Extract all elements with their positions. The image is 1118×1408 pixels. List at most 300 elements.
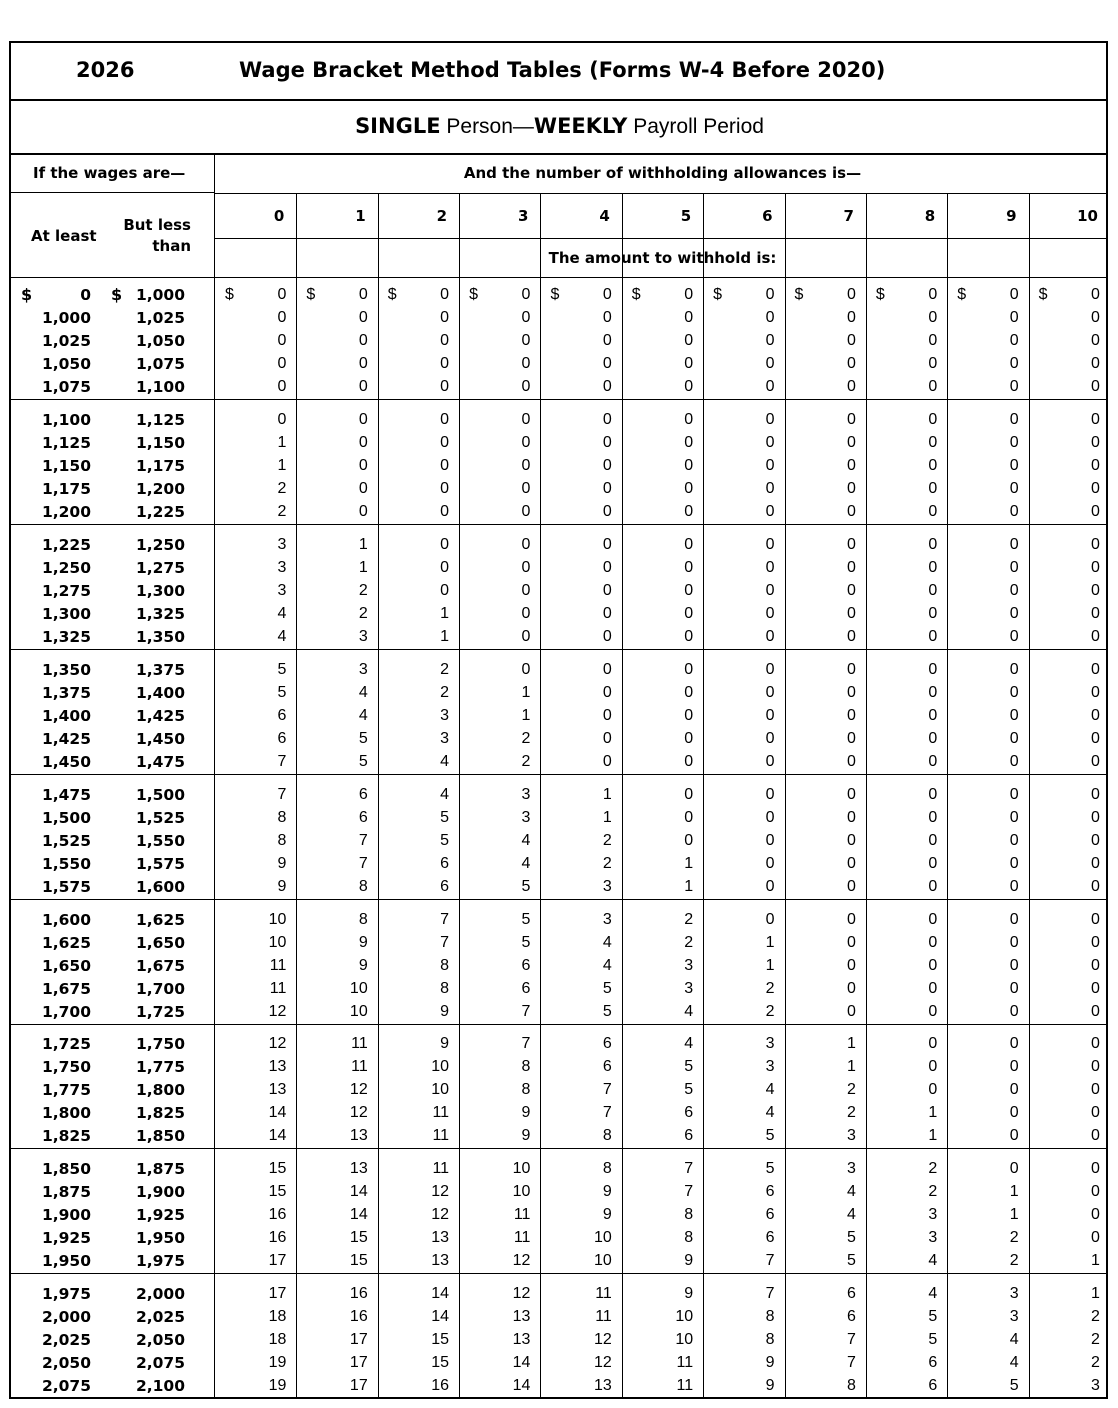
withholding-amount: 0 bbox=[1091, 378, 1100, 396]
withholding-amount: 15 bbox=[431, 1331, 450, 1349]
withholding-amount: 15 bbox=[268, 1160, 287, 1177]
withholding-amount: 5 bbox=[1009, 1377, 1019, 1395]
withholding-amount: 8 bbox=[521, 1058, 531, 1076]
withholding-amount: 3 bbox=[358, 661, 368, 678]
block-divider bbox=[11, 649, 1106, 650]
withholding-amount: 0 bbox=[846, 957, 856, 975]
withholding-amount: 0 bbox=[521, 628, 531, 646]
withholding-amount: 1 bbox=[765, 957, 775, 975]
withholding-amount: 15 bbox=[349, 1252, 368, 1270]
withholding-amount: 0 bbox=[846, 661, 856, 678]
withholding-amount: 0 bbox=[1091, 434, 1100, 452]
wage-at-least: 1,275 bbox=[41, 582, 91, 601]
withholding-amount: 5 bbox=[440, 832, 450, 850]
withholding-amount: 16 bbox=[349, 1285, 368, 1302]
wage-but-less-than: 1,625 bbox=[135, 911, 185, 929]
withholding-amount: 12 bbox=[512, 1252, 531, 1270]
withholding-amount: 0 bbox=[358, 309, 368, 327]
withholding-amount: 0 bbox=[602, 536, 612, 553]
withholding-amount: 0 bbox=[521, 378, 531, 396]
withholding-amount: 0 bbox=[358, 355, 368, 373]
withholding-amount: 12 bbox=[268, 1003, 287, 1021]
withholding-amount: 0 bbox=[1091, 1183, 1100, 1201]
allowance-column-header: 10 bbox=[1077, 207, 1098, 225]
allowance-column-header: 9 bbox=[1006, 207, 1017, 225]
withholding-amount: 0 bbox=[846, 753, 856, 771]
withholding-amount: 0 bbox=[765, 457, 775, 475]
withholding-amount: 7 bbox=[846, 1331, 856, 1349]
withholding-amount: 8 bbox=[358, 878, 368, 896]
wage-but-less-than: 1,450 bbox=[135, 730, 185, 749]
withholding-amount: 5 bbox=[358, 753, 368, 771]
wage-at-least: 1,900 bbox=[41, 1206, 91, 1225]
withholding-amount: 8 bbox=[277, 832, 287, 850]
withholding-amount: 3 bbox=[277, 536, 287, 553]
wage-at-least: 1,975 bbox=[41, 1285, 91, 1303]
withholding-amount: 3 bbox=[1009, 1285, 1019, 1302]
wage-but-less-than: 1,175 bbox=[135, 457, 185, 476]
withholding-amount: 17 bbox=[349, 1354, 368, 1372]
withholding-amount: 0 bbox=[602, 605, 612, 623]
withholding-amount: 0 bbox=[1091, 332, 1100, 350]
withholding-amount: 0 bbox=[928, 355, 938, 373]
withholding-amount: 13 bbox=[268, 1058, 287, 1076]
wage-but-less-than: 1,700 bbox=[135, 980, 185, 999]
withholding-amount: 0 bbox=[684, 684, 694, 702]
withholding-amount: 0 bbox=[684, 786, 694, 803]
withholding-amount: 0 bbox=[928, 753, 938, 771]
withholding-amount: 0 bbox=[928, 878, 938, 896]
withholding-amount: 0 bbox=[440, 559, 450, 577]
withholding-amount: 0 bbox=[1091, 1229, 1100, 1247]
withholding-amount: 0 bbox=[684, 809, 694, 827]
withholding-amount: 6 bbox=[765, 1229, 775, 1247]
withholding-amount: 6 bbox=[358, 786, 368, 803]
withholding-amount: 1 bbox=[684, 855, 694, 873]
withholding-amount: 0 bbox=[846, 605, 856, 623]
withholding-amount: 0 bbox=[765, 786, 775, 803]
withholding-amount: 11 bbox=[432, 1160, 450, 1177]
withholding-amount: 10 bbox=[594, 1252, 612, 1270]
withholding-amount: 0 bbox=[684, 286, 694, 303]
wage-but-less-than: 2,025 bbox=[135, 1308, 185, 1327]
withholding-amount: 0 bbox=[440, 457, 450, 475]
withholding-amount: 0 bbox=[765, 832, 775, 850]
payroll-period-suffix: Payroll Period bbox=[627, 115, 764, 138]
withholding-amount: 0 bbox=[521, 355, 531, 373]
withholding-amount: 4 bbox=[928, 1285, 938, 1302]
withholding-amount: 0 bbox=[602, 753, 612, 771]
withholding-amount: 7 bbox=[684, 1160, 694, 1177]
withholding-amount: 0 bbox=[765, 809, 775, 827]
wage-at-least: 1,875 bbox=[41, 1183, 91, 1202]
withholding-amount: 0 bbox=[765, 707, 775, 725]
withholding-amount: 17 bbox=[268, 1285, 287, 1302]
withholding-amount: 0 bbox=[1091, 934, 1100, 952]
withholding-amount: 1 bbox=[358, 559, 368, 577]
withholding-amount: 6 bbox=[684, 1104, 694, 1122]
withholding-amount: 13 bbox=[512, 1308, 531, 1326]
withholding-amount: 6 bbox=[928, 1377, 938, 1395]
withholding-amount: 1 bbox=[684, 878, 694, 896]
withholding-amount: 4 bbox=[602, 934, 612, 952]
withholding-amount: 5 bbox=[928, 1308, 938, 1326]
withholding-amount: 1 bbox=[277, 457, 287, 475]
withholding-amount: 10 bbox=[431, 1081, 450, 1099]
withholding-amount: 0 bbox=[602, 730, 612, 748]
withholding-amount: 0 bbox=[440, 434, 450, 452]
withholding-amount: 0 bbox=[602, 309, 612, 327]
withholding-amount: 13 bbox=[512, 1331, 531, 1349]
withholding-amount: 2 bbox=[684, 934, 694, 952]
withholding-amount: 6 bbox=[602, 1058, 612, 1076]
withholding-amount: 0 bbox=[1091, 1003, 1100, 1021]
wage-at-least: 1,450 bbox=[41, 753, 91, 772]
withholding-amount: 0 bbox=[765, 536, 775, 553]
withholding-amount: 2 bbox=[277, 480, 287, 498]
withholding-amount: 4 bbox=[684, 1003, 694, 1021]
withholding-amount: 0 bbox=[928, 1058, 938, 1076]
block-divider bbox=[11, 1273, 1106, 1274]
withholding-amount: 0 bbox=[602, 434, 612, 452]
withholding-amount: 4 bbox=[602, 957, 612, 975]
wage-but-less-than: 1,250 bbox=[135, 536, 185, 554]
withholding-amount: 0 bbox=[684, 832, 694, 850]
withholding-amount: 4 bbox=[765, 1081, 775, 1099]
wage-but-less-than: 1,300 bbox=[135, 582, 185, 601]
currency-symbol: $ bbox=[875, 286, 885, 303]
withholding-amount: 0 bbox=[765, 684, 775, 702]
withholding-amount: 0 bbox=[1091, 1081, 1100, 1099]
withholding-amount: 0 bbox=[928, 707, 938, 725]
withholding-amount: 0 bbox=[1009, 1058, 1019, 1076]
withholding-amount: 0 bbox=[440, 411, 450, 428]
withholding-amount: 0 bbox=[684, 628, 694, 646]
wage-but-less-than: 1,550 bbox=[135, 832, 185, 851]
withholding-amount: 5 bbox=[521, 911, 531, 928]
withholding-amount: 0 bbox=[765, 411, 775, 428]
withholding-amount: 2 bbox=[1091, 1331, 1100, 1349]
table-title: Wage Bracket Method Tables (Forms W-4 Before 2020) bbox=[239, 58, 886, 82]
withholding-amount: 8 bbox=[684, 1206, 694, 1224]
withholding-amount: 7 bbox=[602, 1104, 612, 1122]
withholding-amount: 0 bbox=[602, 411, 612, 428]
wage-but-less-than: 1,800 bbox=[135, 1081, 185, 1100]
withholding-amount: 0 bbox=[1009, 1035, 1019, 1052]
withholding-amount: 11 bbox=[351, 1035, 368, 1052]
withholding-amount: 7 bbox=[440, 934, 450, 952]
withholding-amount: 5 bbox=[765, 1127, 775, 1145]
withholding-amount: 0 bbox=[1009, 753, 1019, 771]
wage-at-least: 1,650 bbox=[41, 957, 91, 976]
withholding-amount: 0 bbox=[1009, 911, 1019, 928]
withholding-amount: 0 bbox=[684, 332, 694, 350]
withholding-amount: 0 bbox=[765, 378, 775, 396]
withholding-amount: 0 bbox=[1009, 332, 1019, 350]
allowance-column-header: 7 bbox=[843, 207, 854, 225]
withholding-amount: 0 bbox=[1091, 582, 1100, 600]
withholding-amount: 5 bbox=[684, 1081, 694, 1099]
withholding-amount: 16 bbox=[431, 1377, 450, 1395]
withholding-amount: 0 bbox=[684, 536, 694, 553]
withholding-amount: 0 bbox=[1009, 628, 1019, 646]
withholding-amount: 10 bbox=[512, 1160, 531, 1177]
withholding-amount: 9 bbox=[277, 878, 287, 896]
currency-symbol: $ bbox=[21, 285, 33, 304]
withholding-amount: 13 bbox=[594, 1377, 612, 1395]
withholding-amount: 0 bbox=[1091, 355, 1100, 373]
withholding-amount: 5 bbox=[521, 878, 531, 896]
divider bbox=[11, 277, 1106, 278]
currency-symbol: $ bbox=[713, 286, 723, 303]
withholding-amount: 0 bbox=[928, 661, 938, 678]
wage-at-least: 1,425 bbox=[41, 730, 91, 749]
withholding-amount: 0 bbox=[1091, 309, 1100, 327]
wage-but-less-than: 1,025 bbox=[135, 309, 185, 328]
withholding-amount: 0 bbox=[1009, 707, 1019, 725]
withholding-amount: 15 bbox=[268, 1183, 287, 1201]
withholding-amount: 1 bbox=[765, 934, 775, 952]
withholding-amount: 9 bbox=[521, 1104, 531, 1122]
withholding-amount: 0 bbox=[1091, 911, 1100, 928]
wage-at-least: 1,200 bbox=[41, 503, 91, 522]
wages-header: If the wages are— bbox=[33, 164, 186, 182]
withholding-amount: 7 bbox=[684, 1183, 694, 1201]
withholding-amount: 14 bbox=[268, 1127, 287, 1145]
withholding-amount: 9 bbox=[765, 1354, 775, 1372]
withholding-amount: 10 bbox=[268, 934, 287, 952]
withholding-amount: 8 bbox=[521, 1081, 531, 1099]
withholding-amount: 0 bbox=[765, 661, 775, 678]
withholding-amount: 0 bbox=[928, 980, 938, 998]
withholding-amount: 0 bbox=[1009, 878, 1019, 896]
withholding-amount: 0 bbox=[1009, 1104, 1019, 1122]
wage-but-less-than: 1,125 bbox=[135, 411, 185, 429]
withholding-amount: 0 bbox=[1009, 661, 1019, 678]
withholding-amount: 0 bbox=[928, 684, 938, 702]
wage-but-less-than: 1,150 bbox=[135, 434, 185, 453]
withholding-amount: 2 bbox=[846, 1081, 856, 1099]
withholding-amount: 2 bbox=[684, 911, 694, 928]
withholding-amount: 0 bbox=[765, 911, 775, 928]
withholding-amount: 12 bbox=[349, 1104, 368, 1122]
withholding-amount: 3 bbox=[684, 957, 694, 975]
wage-at-least: 1,925 bbox=[41, 1229, 91, 1248]
withholding-amount: 3 bbox=[602, 878, 612, 896]
withholding-amount: 0 bbox=[521, 309, 531, 327]
withholding-amount: 1 bbox=[440, 605, 450, 623]
withholding-amount: 5 bbox=[684, 1058, 694, 1076]
withholding-amount: 0 bbox=[1091, 707, 1100, 725]
wage-at-least: 0 bbox=[80, 286, 91, 304]
withholding-amount: 5 bbox=[602, 1003, 612, 1021]
withholding-amount: 0 bbox=[440, 503, 450, 521]
withholding-amount: 7 bbox=[277, 753, 287, 771]
withholding-amount: 0 bbox=[846, 332, 856, 350]
withholding-amount: 0 bbox=[1091, 957, 1100, 975]
wage-but-less-than: 1,500 bbox=[135, 786, 185, 804]
withholding-amount: 0 bbox=[846, 980, 856, 998]
withholding-amount: 0 bbox=[846, 832, 856, 850]
withholding-amount: 3 bbox=[765, 1035, 775, 1052]
withholding-amount: 0 bbox=[684, 480, 694, 498]
withholding-amount: 0 bbox=[1009, 309, 1019, 327]
withholding-amount: 2 bbox=[602, 855, 612, 873]
wage-at-least: 1,675 bbox=[41, 980, 91, 999]
withholding-amount: 1 bbox=[440, 628, 450, 646]
withholding-amount: 3 bbox=[1091, 1377, 1100, 1395]
withholding-amount: 2 bbox=[440, 661, 450, 678]
withholding-amount: 18 bbox=[268, 1331, 287, 1349]
wage-at-least: 2,000 bbox=[41, 1308, 91, 1327]
block-divider bbox=[11, 899, 1106, 900]
withholding-amount: 0 bbox=[846, 809, 856, 827]
withholding-amount: 0 bbox=[358, 457, 368, 475]
withholding-amount: 5 bbox=[846, 1229, 856, 1247]
withholding-amount: 0 bbox=[1091, 286, 1100, 303]
withholding-amount: 0 bbox=[846, 707, 856, 725]
withholding-amount: 0 bbox=[846, 684, 856, 702]
withholding-amount: 0 bbox=[1091, 1206, 1100, 1224]
withholding-amount: 17 bbox=[349, 1331, 368, 1349]
wage-at-least: 1,800 bbox=[41, 1104, 91, 1123]
wage-at-least: 1,375 bbox=[41, 684, 91, 703]
withholding-amount: 1 bbox=[1091, 1252, 1100, 1270]
withholding-amount: 15 bbox=[431, 1354, 450, 1372]
wage-but-less-than: 1,225 bbox=[135, 503, 185, 522]
wage-but-less-than: 1,400 bbox=[135, 684, 185, 703]
withholding-amount: 0 bbox=[358, 332, 368, 350]
withholding-amount: 0 bbox=[928, 411, 938, 428]
withholding-amount: 0 bbox=[440, 309, 450, 327]
withholding-amount: 12 bbox=[431, 1206, 450, 1224]
withholding-amount: 0 bbox=[440, 355, 450, 373]
withholding-amount: 0 bbox=[928, 480, 938, 498]
withholding-amount: 7 bbox=[358, 832, 368, 850]
withholding-amount: 0 bbox=[846, 309, 856, 327]
wage-but-less-than: 1,775 bbox=[135, 1058, 185, 1077]
withholding-amount: 10 bbox=[268, 911, 287, 928]
withholding-amount: 2 bbox=[765, 980, 775, 998]
wage-at-least: 2,050 bbox=[41, 1354, 91, 1373]
withholding-amount: 0 bbox=[846, 934, 856, 952]
wage-at-least: 1,825 bbox=[41, 1127, 91, 1146]
withholding-amount: 0 bbox=[846, 1003, 856, 1021]
withholding-amount: 0 bbox=[765, 753, 775, 771]
withholding-amount: 0 bbox=[684, 605, 694, 623]
withholding-amount: 0 bbox=[928, 457, 938, 475]
withholding-amount: 0 bbox=[928, 855, 938, 873]
withholding-amount: 2 bbox=[1091, 1308, 1100, 1326]
divider bbox=[215, 238, 1106, 239]
withholding-amount: 11 bbox=[269, 957, 287, 975]
withholding-amount: 8 bbox=[440, 957, 450, 975]
withholding-amount: 0 bbox=[521, 480, 531, 498]
withholding-amount: 11 bbox=[513, 1206, 531, 1224]
withholding-amount: 2 bbox=[277, 503, 287, 521]
divider bbox=[11, 99, 1106, 101]
wage-at-least: 1,700 bbox=[41, 1003, 91, 1022]
withholding-amount: 0 bbox=[1009, 786, 1019, 803]
withholding-amount: 0 bbox=[928, 536, 938, 553]
withholding-amount: 0 bbox=[846, 536, 856, 553]
wage-at-least: 1,225 bbox=[41, 536, 91, 554]
block-divider bbox=[11, 774, 1106, 775]
withholding-amount: 0 bbox=[1009, 286, 1019, 303]
withholding-amount: 2 bbox=[765, 1003, 775, 1021]
withholding-amount: 6 bbox=[521, 980, 531, 998]
withholding-amount: 6 bbox=[765, 1206, 775, 1224]
wage-but-less-than: 1,975 bbox=[135, 1252, 185, 1271]
withholding-amount: 4 bbox=[928, 1252, 938, 1270]
withholding-amount: 0 bbox=[846, 503, 856, 521]
withholding-amount: 0 bbox=[1009, 605, 1019, 623]
wage-at-least: 1,625 bbox=[41, 934, 91, 953]
withholding-amount: 0 bbox=[928, 786, 938, 803]
withholding-amount: 0 bbox=[928, 582, 938, 600]
withholding-amount: 0 bbox=[684, 730, 694, 748]
withholding-amount: 0 bbox=[358, 480, 368, 498]
withholding-amount: 6 bbox=[277, 707, 287, 725]
withholding-amount: 0 bbox=[1009, 934, 1019, 952]
withholding-amount: 0 bbox=[1009, 503, 1019, 521]
withholding-amount: 1 bbox=[846, 1035, 856, 1052]
withholding-amount: 0 bbox=[765, 559, 775, 577]
withholding-amount: 5 bbox=[277, 661, 287, 678]
withholding-amount: 0 bbox=[765, 855, 775, 873]
withholding-amount: 0 bbox=[765, 628, 775, 646]
wage-but-less-than: 1,100 bbox=[135, 378, 185, 397]
wage-at-least: 1,850 bbox=[41, 1160, 91, 1178]
withholding-amount: 0 bbox=[928, 1035, 938, 1052]
withholding-amount: 4 bbox=[1009, 1331, 1019, 1349]
withholding-amount: 9 bbox=[602, 1183, 612, 1201]
withholding-amount: 5 bbox=[358, 730, 368, 748]
withholding-amount: 7 bbox=[765, 1252, 775, 1270]
currency-symbol: $ bbox=[469, 286, 478, 303]
payroll-period: WEEKLY bbox=[533, 114, 628, 138]
currency-symbol: $ bbox=[1038, 286, 1048, 303]
withholding-amount: 0 bbox=[521, 332, 531, 350]
withholding-amount: 0 bbox=[765, 332, 775, 350]
withholding-amount: 0 bbox=[846, 855, 856, 873]
withholding-amount: 10 bbox=[512, 1183, 531, 1201]
withholding-amount: 0 bbox=[1009, 355, 1019, 373]
wage-at-least: 1,325 bbox=[41, 628, 91, 647]
withholding-amount: 4 bbox=[358, 707, 368, 725]
withholding-amount: 9 bbox=[602, 1206, 612, 1224]
withholding-amount: 9 bbox=[277, 855, 287, 873]
withholding-amount: 0 bbox=[846, 582, 856, 600]
wage-at-least: 1,725 bbox=[41, 1035, 91, 1053]
withholding-amount: 0 bbox=[846, 480, 856, 498]
withholding-amount: 2 bbox=[521, 730, 531, 748]
allowance-column-header: 4 bbox=[599, 207, 610, 225]
withholding-amount: 10 bbox=[349, 980, 368, 998]
withholding-amount: 1 bbox=[846, 1058, 856, 1076]
withholding-amount: 9 bbox=[358, 934, 368, 952]
withholding-amount: 0 bbox=[602, 582, 612, 600]
withholding-amount: 0 bbox=[1091, 605, 1100, 623]
withholding-amount: 4 bbox=[846, 1206, 856, 1224]
withholding-amount: 0 bbox=[684, 355, 694, 373]
block-divider bbox=[11, 524, 1106, 525]
divider bbox=[11, 153, 1106, 155]
withholding-amount: 0 bbox=[1009, 1003, 1019, 1021]
withholding-amount: 0 bbox=[928, 957, 938, 975]
withholding-amount: 0 bbox=[1091, 855, 1100, 873]
wage-at-least: 1,025 bbox=[41, 332, 91, 351]
